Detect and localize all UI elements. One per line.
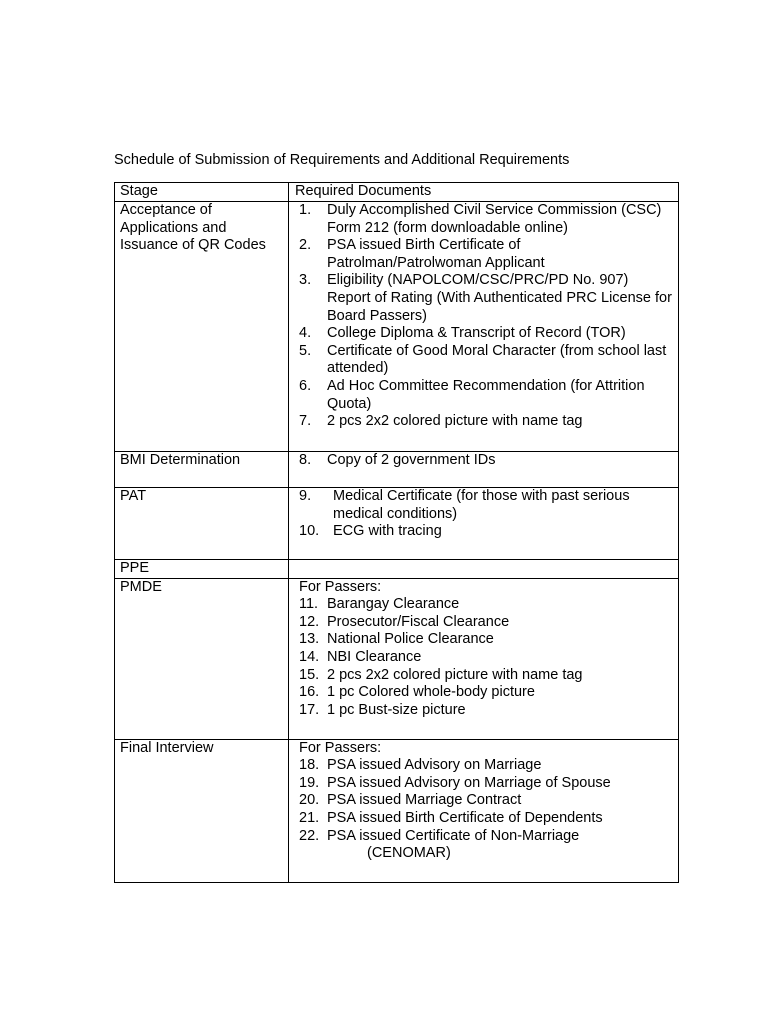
documents-cell (289, 578, 679, 739)
item-number: 12. (299, 613, 320, 630)
item-text: PSA issued Birth Certificate of Dependents (327, 809, 603, 826)
list-item (299, 488, 672, 523)
item-text: PSA issued Advisory on Marriage of Spouse (327, 774, 611, 791)
table-row (115, 739, 679, 882)
cenomar-continuation: (CENOMAR) (367, 845, 451, 862)
documents-cell (289, 560, 679, 579)
item-text: Barangay Clearance (327, 596, 460, 613)
item-text: Duly Accomplished Civil Service Commission (CSC) Form 212 (form downloadable online) (327, 202, 662, 236)
table-row (115, 202, 679, 452)
item-text: Medical Certificate (for those with past serious medical conditions) (333, 488, 630, 522)
list-item (299, 452, 672, 470)
item-number: 11. (299, 596, 319, 613)
item-text: Eligibility (NAPOLCOM/CSC/PRC/PD No. 907) Report of Rating (With Authenticated PRC License for Board Passers) (327, 272, 672, 324)
item-text: 2 pcs 2x2 colored picture with name tag (327, 666, 583, 683)
item-number: 3. (299, 272, 312, 289)
item-text: 2 pcs 2x2 colored picture with name tag (327, 413, 583, 430)
documents-cell (289, 488, 679, 560)
table-row (115, 488, 679, 560)
passers-label: For Passers: (299, 578, 382, 595)
item-text: PSA issued Marriage Contract (327, 792, 522, 809)
item-number: 15. (299, 666, 320, 683)
list-item (299, 828, 672, 846)
list-item (299, 684, 672, 702)
item-text: ECG with tracing (333, 523, 442, 540)
item-number: 18. (299, 757, 320, 774)
item-number: 17. (299, 701, 320, 718)
item-text: College Diploma & Transcript of Record (TOR) (327, 325, 626, 342)
stage-cell: PAT (115, 488, 289, 560)
header-stage: Stage (115, 183, 289, 202)
list-item (299, 702, 672, 720)
item-number: 22. (299, 827, 320, 844)
item-text: PSA issued Certificate of Non-Marriage (327, 827, 580, 844)
item-number: 7. (299, 413, 312, 430)
item-number: 10. (299, 523, 320, 540)
item-number: 8. (299, 452, 312, 468)
item-number: 14. (299, 648, 320, 665)
list-item (299, 596, 672, 614)
stage-cell: Acceptance of Applications and Issuance of QR Codes (115, 202, 289, 452)
stage-cell: PMDE (115, 578, 289, 739)
list-item (299, 325, 672, 343)
item-text: National Police Clearance (327, 631, 494, 648)
item-number: 9. (299, 488, 312, 504)
requirements-table (114, 182, 679, 883)
documents-cell (289, 452, 679, 488)
list-item (299, 792, 672, 810)
item-number: 19. (299, 774, 320, 791)
item-text: NBI Clearance (327, 648, 422, 665)
item-number: 21. (299, 809, 320, 826)
item-number: 1. (299, 202, 312, 218)
item-text: PSA issued Birth Certificate of Patrolman/Patrolwoman Applicant (327, 237, 545, 271)
table-header-row (115, 183, 679, 202)
stage-cell: BMI Determination (115, 452, 289, 488)
documents-cell (289, 202, 679, 452)
item-text: 1 pc Bust-size picture (327, 701, 466, 718)
item-number: 13. (299, 631, 320, 648)
item-number: 6. (299, 377, 312, 394)
list-item (299, 237, 672, 272)
item-number: 16. (299, 684, 320, 701)
table-row (115, 452, 679, 488)
list-item (299, 378, 672, 413)
item-number: 2. (299, 237, 312, 254)
list-item (299, 523, 672, 541)
list-item (299, 757, 672, 775)
list-item (299, 614, 672, 632)
item-text: Certificate of Good Moral Character (from school last attended) (327, 342, 667, 377)
header-documents: Required Documents (289, 183, 679, 202)
passers-label: For Passers: (299, 739, 382, 756)
list-item (299, 775, 672, 793)
list-item (299, 413, 672, 431)
list-item (299, 649, 672, 667)
item-text: Ad Hoc Committee Recommendation (for Attrition Quota) (327, 377, 645, 412)
list-item (299, 667, 672, 685)
item-number: 20. (299, 792, 320, 809)
list-item (299, 343, 672, 378)
item-text: Prosecutor/Fiscal Clearance (327, 613, 510, 630)
item-number: 4. (299, 325, 312, 342)
list-item (299, 810, 672, 828)
stage-cell: PPE (115, 560, 289, 579)
table-row (115, 578, 679, 739)
stage-cell: Final Interview (115, 739, 289, 882)
list-item (299, 202, 672, 237)
table-row (115, 560, 679, 579)
documents-cell (289, 739, 679, 882)
list-item (299, 272, 672, 325)
item-text: 1 pc Colored whole-body picture (327, 684, 535, 701)
list-item (299, 631, 672, 649)
document-title: Schedule of Submission of Requirements and Additional Requirements (114, 152, 570, 168)
item-number: 5. (299, 342, 312, 359)
item-text: PSA issued Advisory on Marriage (327, 757, 542, 774)
item-text: Copy of 2 government IDs (327, 452, 496, 468)
